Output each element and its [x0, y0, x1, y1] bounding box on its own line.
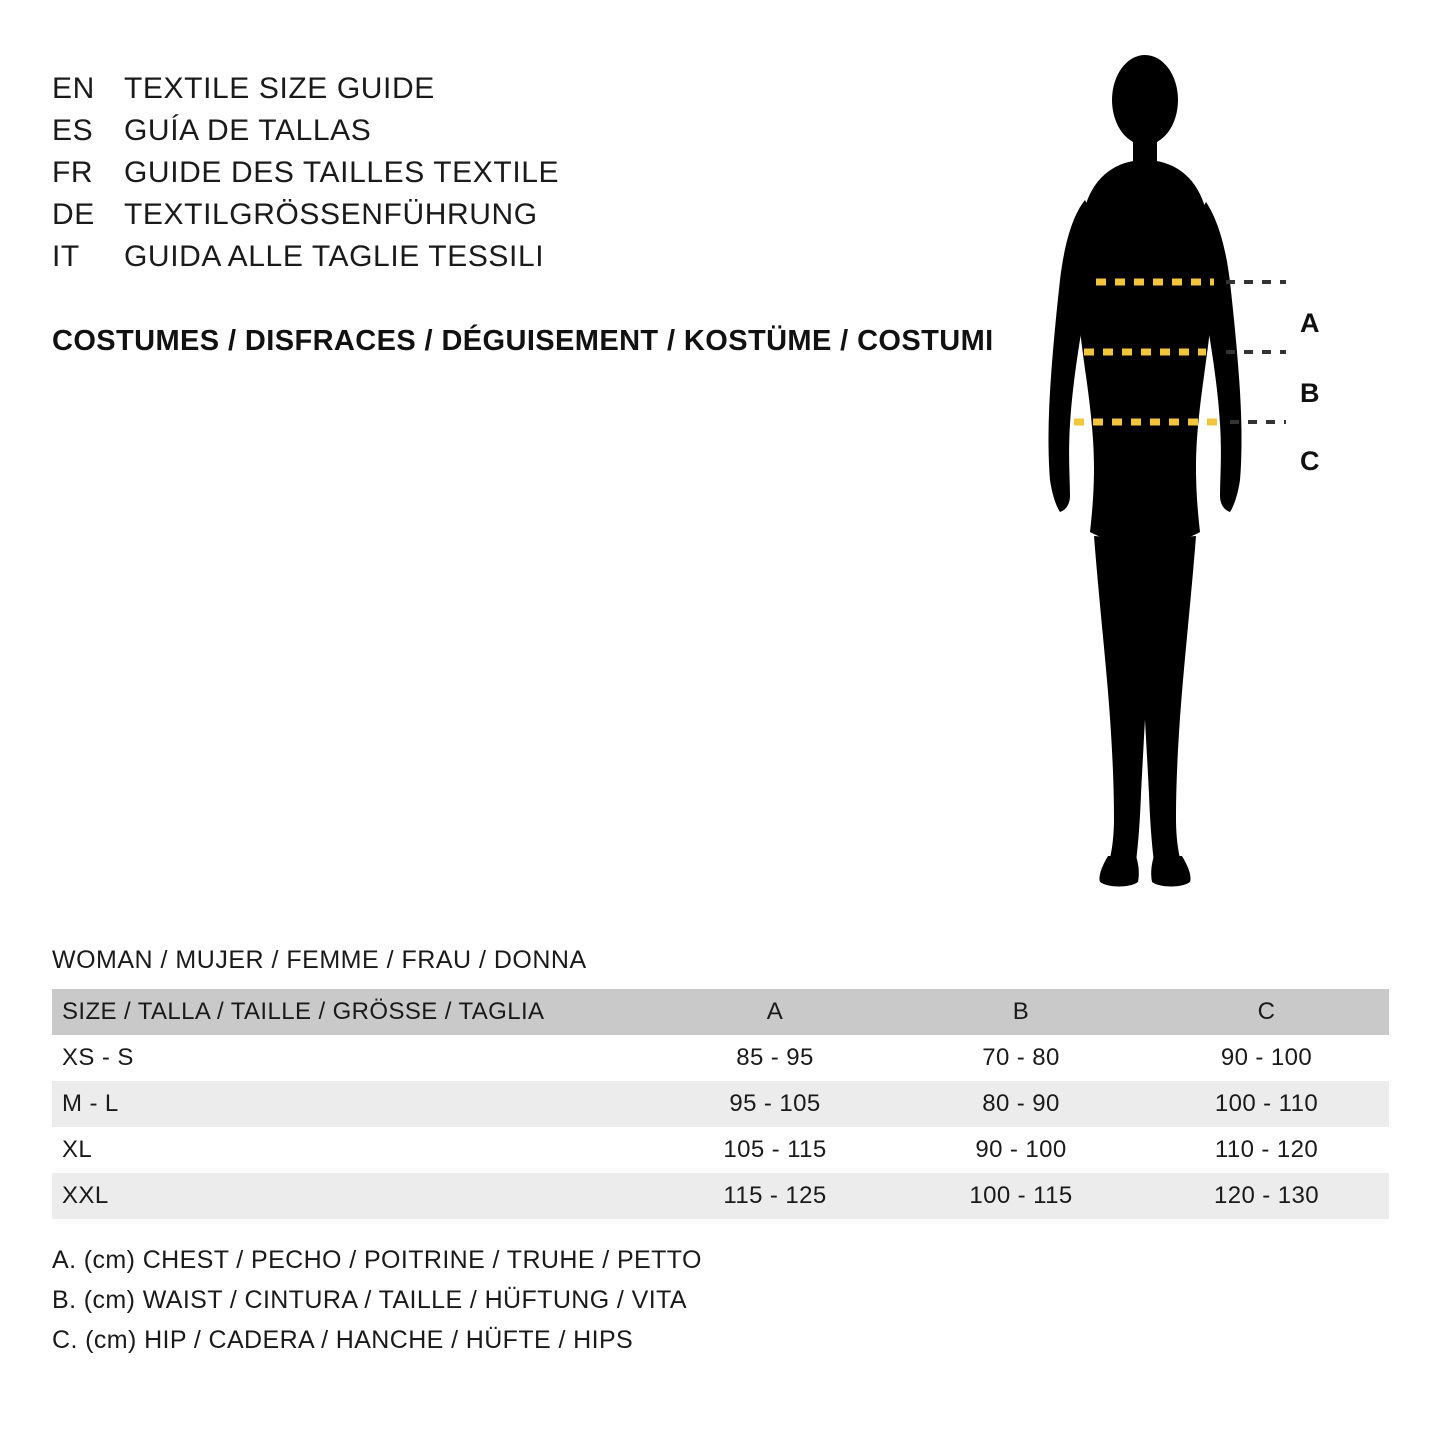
header-c: C: [1144, 989, 1389, 1035]
language-row: [52, 68, 1002, 110]
language-title: GUIDA ALLE TAGLIE TESSILI: [124, 240, 545, 273]
figure-area: [990, 40, 1410, 900]
cell-c: 110 - 120: [1214, 1136, 1319, 1163]
table-row: [52, 1127, 1389, 1173]
language-row: [52, 152, 1002, 194]
cell-c: 90 - 100: [1220, 1044, 1313, 1071]
size-table: [52, 989, 1389, 1219]
cell-size: XS - S: [62, 1044, 134, 1071]
language-row: [52, 110, 1002, 152]
cell-size: XL: [62, 1136, 93, 1163]
cell-a: 115 - 125: [723, 1182, 827, 1209]
cell-size: XXL: [62, 1182, 109, 1209]
cell-c: 100 - 110: [1214, 1090, 1319, 1117]
cell-a: 85 - 95: [736, 1044, 814, 1071]
header-a: A: [652, 989, 898, 1035]
marker-label-b: B: [1300, 378, 1320, 408]
language-title: GUIDE DES TAILLES TEXTILE: [124, 156, 560, 189]
table-row: [52, 1173, 1389, 1219]
language-title: GUÍA DE TALLAS: [124, 114, 372, 147]
marker-label-a: A: [1300, 308, 1320, 338]
size-table-section: [52, 946, 1389, 1219]
cell-size: M - L: [62, 1090, 119, 1117]
table-row: [52, 1035, 1389, 1081]
language-row: [52, 236, 1002, 278]
legend-line-c: C. (cm) HIP / CADERA / HANCHE / HÜFTE / HIPS: [52, 1326, 634, 1354]
table-row: [52, 1081, 1389, 1127]
table-header-row: [52, 989, 1389, 1035]
legend-line-b: B. (cm) WAIST / CINTURA / TAILLE / HÜFTUNG / VITA: [52, 1286, 687, 1314]
cell-b: 90 - 100: [975, 1136, 1067, 1163]
cell-b: 70 - 80: [982, 1044, 1060, 1071]
language-code: DE: [52, 198, 95, 231]
marker-label-c: C: [1300, 446, 1320, 476]
language-title: TEXTILE SIZE GUIDE: [124, 72, 435, 105]
table-caption: WOMAN / MUJER / FEMME / FRAU / DONNA: [52, 946, 587, 974]
cell-a: 105 - 115: [723, 1136, 827, 1163]
header-b: B: [898, 989, 1144, 1035]
cell-b: 80 - 90: [982, 1090, 1060, 1117]
woman-silhouette-icon: [990, 40, 1410, 900]
legend-line-a: A. (cm) CHEST / PECHO / POITRINE / TRUHE / PETTO: [52, 1246, 702, 1274]
cell-b: 100 - 115: [969, 1182, 1073, 1209]
language-row: [52, 194, 1002, 236]
measurement-legend: [52, 1240, 1152, 1360]
header-size: SIZE / TALLA / TAILLE / GRÖSSE / TAGLIA: [52, 989, 652, 1035]
language-code: EN: [52, 72, 95, 105]
language-code: FR: [52, 156, 94, 189]
category-title: COSTUMES / DISFRACES / DÉGUISEMENT / KOSTÜME / COSTUMI: [52, 325, 994, 357]
language-title: TEXTILGRÖSSENFÜHRUNG: [124, 198, 538, 231]
cell-a: 95 - 105: [729, 1090, 821, 1117]
language-header-block: [52, 68, 1002, 278]
cell-c: 120 - 130: [1213, 1182, 1319, 1209]
language-code: ES: [52, 114, 94, 147]
language-code: IT: [52, 240, 80, 273]
